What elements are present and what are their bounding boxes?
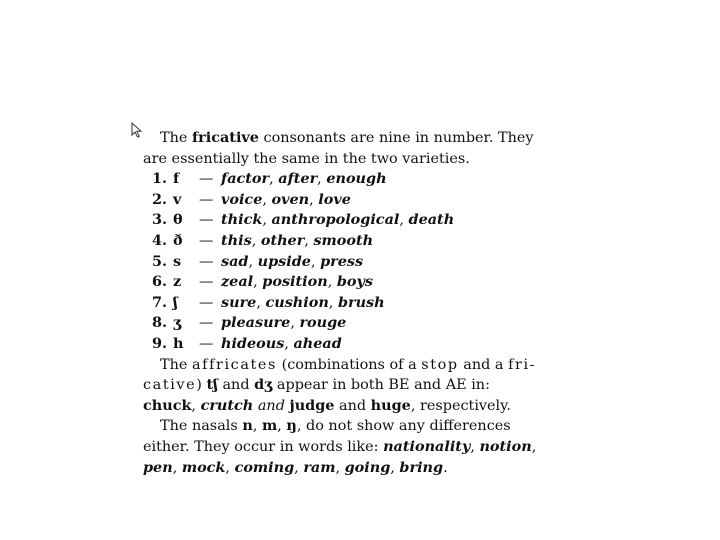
fricative-example-3: press — [320, 252, 364, 270]
fricative-symbol: z — [173, 273, 182, 291]
fricative-dash: — — [199, 294, 214, 311]
nasals-line-2: either. They occur in words like: nationality, notion, — [143, 437, 537, 455]
fricative-symbol: s — [173, 252, 182, 270]
fricative-example-1: this — [221, 231, 252, 249]
fricative-example-1: pleasure — [221, 314, 291, 332]
fricative-number: 1. — [151, 170, 167, 188]
affricates-line-2: cative) tʃ and dʒ appear in both BE and AE in: — [143, 376, 490, 394]
fricative-example-2: ahead — [293, 334, 342, 352]
fricative-example-3: smooth — [313, 231, 374, 249]
fricative-example-2: cushion — [265, 293, 329, 311]
fricative-example-1: sad — [221, 252, 249, 270]
fricative-example-1: zeal — [221, 273, 254, 291]
fricative-example-3: boys — [336, 273, 373, 291]
fricative-example-1: voice — [221, 190, 263, 208]
fricative-example-3: death — [408, 211, 455, 229]
fricative-example-3: love — [318, 190, 351, 208]
fricative-number: 6. — [151, 273, 167, 291]
fricative-symbol: v — [173, 190, 182, 208]
fricative-dash: — — [199, 171, 214, 188]
fricative-row: 2. v — voice, oven, love — [143, 190, 583, 211]
nasals-line-3: pen, mock, coming, ram, going, bring. — [143, 458, 448, 476]
fricative-row: 1. f — factor, after, enough — [143, 169, 583, 190]
fricative-symbol: θ — [173, 211, 183, 229]
fricative-dash: — — [199, 232, 214, 249]
fricative-number: 8. — [151, 314, 167, 332]
fricative-symbol: f — [173, 170, 180, 188]
fricative-example-1: sure — [221, 293, 257, 311]
fricative-row: 4. ð — this, other, smooth — [143, 231, 583, 252]
fricative-example-2: upside — [257, 252, 311, 270]
affricates-line-3: chuck, crutch and judge and huge, respectively. — [143, 396, 511, 414]
fricative-example-1: thick — [221, 211, 263, 229]
fricative-example-2: position — [262, 273, 328, 291]
fricative-number: 5. — [151, 252, 167, 270]
fricative-example-2: after — [278, 170, 318, 188]
fricative-dash: — — [199, 335, 214, 352]
fricative-symbol: ð — [173, 231, 183, 249]
fricative-row: 6. z — zeal, position, boys — [143, 272, 583, 293]
intro-line-2: are essentially the same in the two varieties. — [143, 150, 470, 167]
fricative-dash: — — [199, 191, 214, 208]
fricative-example-2: oven — [271, 190, 310, 208]
fricative-dash: — — [199, 212, 214, 229]
fricative-symbol: ʃ — [173, 293, 178, 311]
fricative-symbol: h — [173, 334, 184, 352]
fricative-row: 5. s — sad, upside, press — [143, 252, 583, 273]
fricative-example-2: anthropological — [271, 211, 400, 229]
affricates-line-1: The affricates (combinations of a stop and a fri- — [160, 356, 537, 373]
fricative-example-1: hideous — [221, 334, 285, 352]
fricative-number: 4. — [151, 231, 167, 249]
fricative-symbol: ʒ — [173, 314, 182, 332]
fricative-dash: — — [199, 253, 214, 270]
fricative-example-3: enough — [326, 170, 387, 188]
fricative-example-2: rouge — [299, 314, 347, 332]
fricative-list — [143, 169, 583, 354]
fricative-dash: — — [199, 274, 214, 291]
fricative-number: 7. — [151, 293, 167, 311]
fricative-example-2: other — [260, 231, 305, 249]
fricative-number: 9. — [151, 334, 167, 352]
intro-line-1: The fricative consonants are nine in number. They — [160, 129, 534, 146]
fricative-row: 7. ʃ — sure, cushion, brush — [143, 293, 583, 314]
fricative-number: 2. — [151, 190, 167, 208]
mouse-pointer-icon — [131, 122, 143, 138]
nasals-line-1: The nasals n, m, ŋ, do not show any differences — [160, 417, 511, 435]
fricative-row: 9. h — hideous, ahead — [143, 334, 583, 355]
fricative-example-1: factor — [221, 170, 270, 188]
fricative-example-3: brush — [337, 293, 385, 311]
document-text — [143, 128, 583, 478]
fricative-row: 8. ʒ — pleasure, rouge — [143, 313, 583, 334]
fricative-row: 3. θ — thick, anthropological, death — [143, 210, 583, 231]
fricative-dash: — — [199, 315, 214, 332]
fricative-number: 3. — [151, 211, 167, 229]
